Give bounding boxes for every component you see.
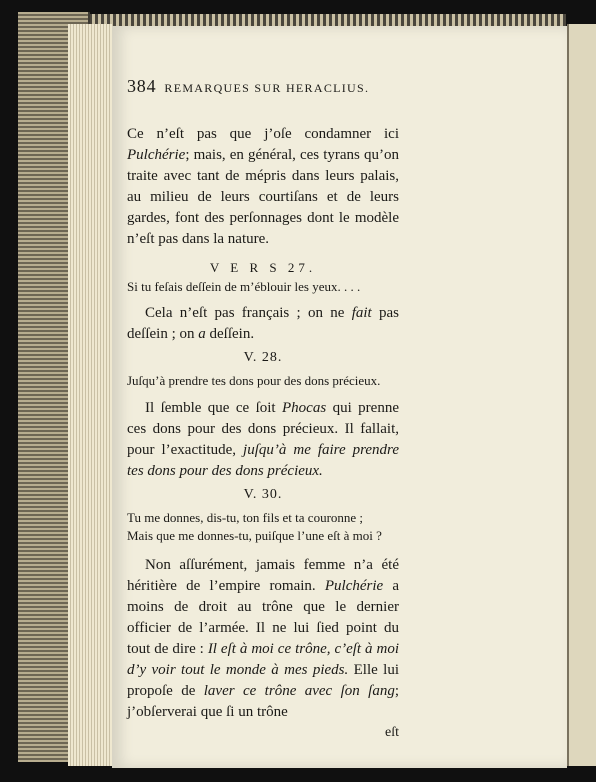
catchword: eſt: [385, 725, 399, 740]
paragraph-1: [127, 124, 399, 250]
text-fragment: ; mais, en général, ces tyrans qu’on traite avec tant de mépris dans leurs palais, au milieu de leurs courtiſans et de leurs gardes, font des perſonnages dont le modèle n’eſt pas dans la nature.: [127, 147, 399, 247]
quote-27: Si tu feſais deſſein de m’éblouir les yeux. . . .: [127, 279, 361, 294]
paragraph-2: [127, 303, 399, 345]
paragraph-3: [127, 398, 399, 482]
quote-30-line-2: Mais que me donnes-tu, puiſque l’une eſt à moi ?: [127, 528, 382, 543]
text-fragment: a moins de droit au trône que le dernier officier de l’armée. Il ne lui ſied point du tout de dire :: [127, 578, 399, 657]
text-fragment: pas deſſein ; on: [127, 305, 400, 342]
italic-name: Pulchérie: [324, 578, 384, 594]
text-fragment: Cela n’eſt pas français ; on ne: [145, 305, 352, 321]
page-stack: [68, 24, 112, 766]
verse-label-27: V E R S 27.: [209, 260, 317, 275]
quote-28: Juſqu’à prendre tes dons pour des dons précieux.: [127, 373, 381, 388]
verse-label-28: V. 28.: [243, 350, 283, 365]
text-fragment: Ce n’eſt pas que j’oſe condamner ici: [127, 126, 399, 142]
italic-word: a: [198, 326, 206, 342]
paragraph-4: [127, 555, 399, 723]
italic-phrase: juſqu’à me faire prendre tes dons pour des dons précieux.: [127, 442, 399, 479]
running-head: REMARQUES SUR HERACLIUS.: [164, 81, 370, 95]
italic-name: Phocas: [282, 400, 327, 416]
page-header: [127, 76, 399, 97]
text-fragment: Elle lui propoſe de: [127, 662, 399, 699]
verse-label-30: V. 30.: [243, 487, 283, 502]
quote-30-line-1: Tu me donnes, dis-tu, ton fils et ta couronne ;: [127, 510, 364, 525]
next-page-edge: [567, 24, 596, 766]
text-fragment: deſſein.: [205, 326, 255, 342]
page-number: 384: [127, 76, 157, 96]
text-fragment: ; j’obſerverai que ſi un trône: [127, 683, 399, 720]
page-content: [127, 76, 399, 741]
text-fragment: Non aſſurément, jamais femme n’a été héritière de l’empire romain.: [127, 557, 399, 594]
italic-phrase: laver ce trône avec ſon ſang: [203, 683, 395, 699]
italic-phrase: Il eſt à moi ce trône, c’eſt à moi d’y voir tout le monde à mes pieds.: [127, 641, 399, 678]
italic-name: Pulchérie: [127, 147, 186, 163]
text-fragment: Il ſemble que ce ſoit: [145, 400, 283, 416]
text-fragment: qui prenne ces dons pour des dons précieux. Il fallait, pour l’exactitude,: [127, 400, 399, 458]
italic-word: fait: [351, 305, 372, 321]
